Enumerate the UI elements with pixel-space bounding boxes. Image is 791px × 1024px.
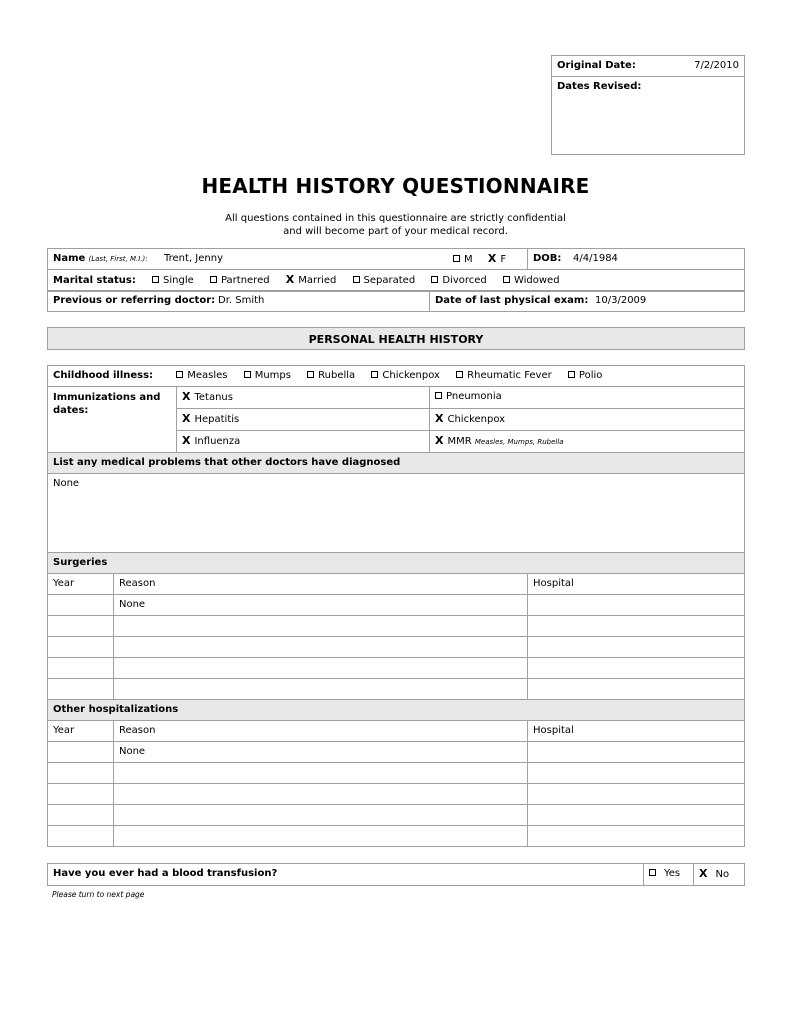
childhood-option-label: Rheumatic Fever [467, 370, 552, 381]
childhood-immunization-table [47, 365, 745, 556]
checkbox-icon [244, 371, 251, 378]
hospitalizations-col-hospital: Hospital [528, 721, 745, 742]
marital-option-divorced[interactable] [431, 275, 486, 286]
sex-f-label: F [500, 254, 507, 265]
surgeries-col-reason: Reason [114, 574, 528, 595]
other-hospitalizations-label: Other hospitalizations [48, 700, 745, 721]
surgeries-table [47, 552, 745, 847]
page-title: HEALTH HISTORY QUESTIONNAIRE [201, 174, 590, 198]
selected-mark: X [285, 273, 295, 286]
hospital-cell[interactable] [528, 742, 745, 763]
year-cell[interactable] [48, 826, 114, 847]
reason-cell[interactable] [114, 826, 528, 847]
hospital-cell[interactable] [528, 616, 745, 637]
reason-cell[interactable] [114, 616, 528, 637]
immunization-mmr[interactable] [430, 431, 745, 453]
table-row [48, 637, 745, 658]
hospital-cell[interactable] [528, 784, 745, 805]
marital-option-widowed[interactable] [503, 275, 560, 286]
immunization-chickenpox[interactable] [430, 409, 745, 431]
year-cell[interactable] [48, 658, 114, 679]
original-date-label: Original Date: [557, 60, 636, 71]
immunization-label: Hepatitis [194, 414, 240, 425]
checkbox-icon [649, 869, 656, 876]
doctor-info-table [47, 290, 745, 312]
checkbox-icon [435, 392, 442, 399]
dob-label: DOB: [533, 253, 562, 264]
marital-option-label: Partnered [220, 275, 270, 286]
year-cell[interactable] [48, 637, 114, 658]
year-cell[interactable] [48, 679, 114, 700]
year-cell[interactable] [48, 595, 114, 616]
immunizations-label-line-2: dates: [53, 405, 89, 416]
immunization-label: Chickenpox [447, 414, 506, 425]
table-row [48, 658, 745, 679]
confidentiality-note [0, 212, 791, 238]
exam-value[interactable]: 10/3/2009 [595, 295, 647, 306]
surgeries-col-hospital: Hospital [528, 574, 745, 595]
immunization-hepatitis[interactable] [177, 409, 430, 431]
checkbox-icon [371, 371, 378, 378]
sex-m-label: M [464, 254, 473, 265]
surgeries-label: Surgeries [48, 553, 745, 574]
hospital-cell[interactable] [528, 637, 745, 658]
hospitalizations-col-year: Year [48, 721, 114, 742]
childhood-option-label: Polio [578, 370, 603, 381]
dob-value[interactable]: 4/4/1984 [573, 253, 618, 264]
table-row [48, 784, 745, 805]
immunization-label: Tetanus [194, 392, 233, 403]
immunization-label: MMR [447, 436, 472, 447]
transfusion-table [47, 863, 745, 886]
dates-box [551, 55, 745, 155]
doctor-value[interactable]: Dr. Smith [218, 295, 265, 306]
year-cell[interactable] [48, 805, 114, 826]
reason-cell[interactable] [114, 679, 528, 700]
marital-option-partnered[interactable] [210, 275, 270, 286]
marital-label: Marital status: [53, 275, 136, 286]
year-cell[interactable] [48, 616, 114, 637]
yes-label: Yes [664, 868, 681, 879]
immunization-tetanus[interactable] [177, 387, 430, 409]
checkbox-icon [431, 276, 438, 283]
checkbox-icon [568, 371, 575, 378]
hospital-cell[interactable] [528, 805, 745, 826]
transfusion-yes-option[interactable] [644, 864, 694, 886]
hospitalizations-col-reason: Reason [114, 721, 528, 742]
immunizations-label [48, 387, 177, 453]
doctor-label: Previous or referring doctor: [53, 295, 216, 306]
subtitle-line-2: and will become part of your medical record. [283, 226, 508, 237]
reason-cell[interactable] [114, 784, 528, 805]
footer-note: Please turn to next page [52, 890, 145, 899]
childhood-option-mumps[interactable] [244, 370, 291, 381]
reason-cell[interactable]: None [114, 595, 528, 616]
table-row [48, 826, 745, 847]
medical-problems-field[interactable]: None [48, 474, 745, 556]
sex-f-mark[interactable]: X [487, 252, 497, 265]
marital-option-label: Widowed [513, 275, 560, 286]
table-row [48, 595, 745, 616]
checkbox-icon [307, 371, 314, 378]
marital-option-married[interactable] [286, 275, 337, 286]
exam-label: Date of last physical exam: [435, 295, 589, 306]
table-row [48, 805, 745, 826]
checkbox-icon [503, 276, 510, 283]
table-row [48, 763, 745, 784]
childhood-option-polio[interactable] [568, 370, 602, 381]
reason-cell[interactable] [114, 637, 528, 658]
selected-mark: X [182, 434, 191, 447]
reason-cell[interactable] [114, 763, 528, 784]
immunization-influenza[interactable] [177, 431, 430, 453]
checkbox-icon [456, 371, 463, 378]
selected-mark: X [182, 412, 191, 425]
immunization-label: Pneumonia [446, 391, 502, 402]
name-value[interactable]: Trent, Jenny [164, 253, 223, 264]
table-row [48, 616, 745, 637]
childhood-option-label: Mumps [254, 370, 291, 381]
marital-option-separated[interactable] [353, 275, 416, 286]
selected-mark: X [435, 434, 444, 447]
hospital-cell[interactable] [528, 826, 745, 847]
surgeries-col-year: Year [48, 574, 114, 595]
selected-mark: X [435, 412, 444, 425]
name-label: Name [53, 253, 86, 264]
childhood-option-label: Chickenpox [382, 370, 440, 381]
marital-option-label: Married [298, 275, 337, 286]
immunization-pneumonia[interactable] [430, 387, 745, 409]
checkbox-icon [152, 276, 159, 283]
checkbox-icon [176, 371, 183, 378]
childhood-option-label: Measles [187, 370, 228, 381]
childhood-option-chickenpox[interactable] [371, 370, 440, 381]
childhood-option-measles[interactable] [176, 370, 227, 381]
hospital-cell[interactable] [528, 763, 745, 784]
table-row [48, 679, 745, 700]
reason-cell[interactable]: None [114, 742, 528, 763]
original-date-value[interactable]: 7/2/2010 [694, 60, 739, 71]
hospital-cell[interactable] [528, 595, 745, 616]
checkbox-icon [353, 276, 360, 283]
sex-selector [453, 249, 506, 270]
transfusion-question: Have you ever had a blood transfusion? [48, 864, 644, 886]
reason-cell[interactable] [114, 658, 528, 679]
section-header-personal-health-history: PERSONAL HEALTH HISTORY [47, 327, 745, 350]
childhood-option-rubella[interactable] [307, 370, 355, 381]
checkbox-icon [210, 276, 217, 283]
childhood-option-rheumatic-fever[interactable] [456, 370, 552, 381]
table-row [48, 742, 745, 763]
immunization-label: Influenza [194, 436, 241, 447]
immunizations-label-line-1: Immunizations and [53, 392, 161, 403]
year-cell[interactable] [48, 763, 114, 784]
subtitle-line-1: All questions contained in this questionnaire are strictly confidential [225, 213, 566, 224]
marital-option-single[interactable] [152, 275, 194, 286]
childhood-option-label: Rubella [318, 370, 356, 381]
childhood-label: Childhood illness: [53, 370, 154, 381]
patient-info-table [47, 248, 745, 292]
dates-revised-label: Dates Revised: [557, 81, 642, 92]
selected-mark: X [699, 867, 708, 880]
name-hint: (Last, First, M.I.): [88, 255, 148, 263]
no-label: No [715, 869, 730, 880]
marital-option-label: Divorced [442, 275, 487, 286]
hospital-cell[interactable] [528, 679, 745, 700]
medical-problems-label: List any medical problems that other doctors have diagnosed [48, 453, 745, 474]
marital-option-label: Single [163, 275, 194, 286]
mmr-note: Measles, Mumps, Rubella [474, 438, 564, 446]
hospital-cell[interactable] [528, 658, 745, 679]
marital-option-label: Separated [363, 275, 416, 286]
year-cell[interactable] [48, 742, 114, 763]
sex-m-checkbox[interactable] [453, 255, 460, 262]
year-cell[interactable] [48, 784, 114, 805]
selected-mark: X [182, 390, 191, 403]
transfusion-no-option[interactable] [694, 864, 745, 886]
reason-cell[interactable] [114, 805, 528, 826]
